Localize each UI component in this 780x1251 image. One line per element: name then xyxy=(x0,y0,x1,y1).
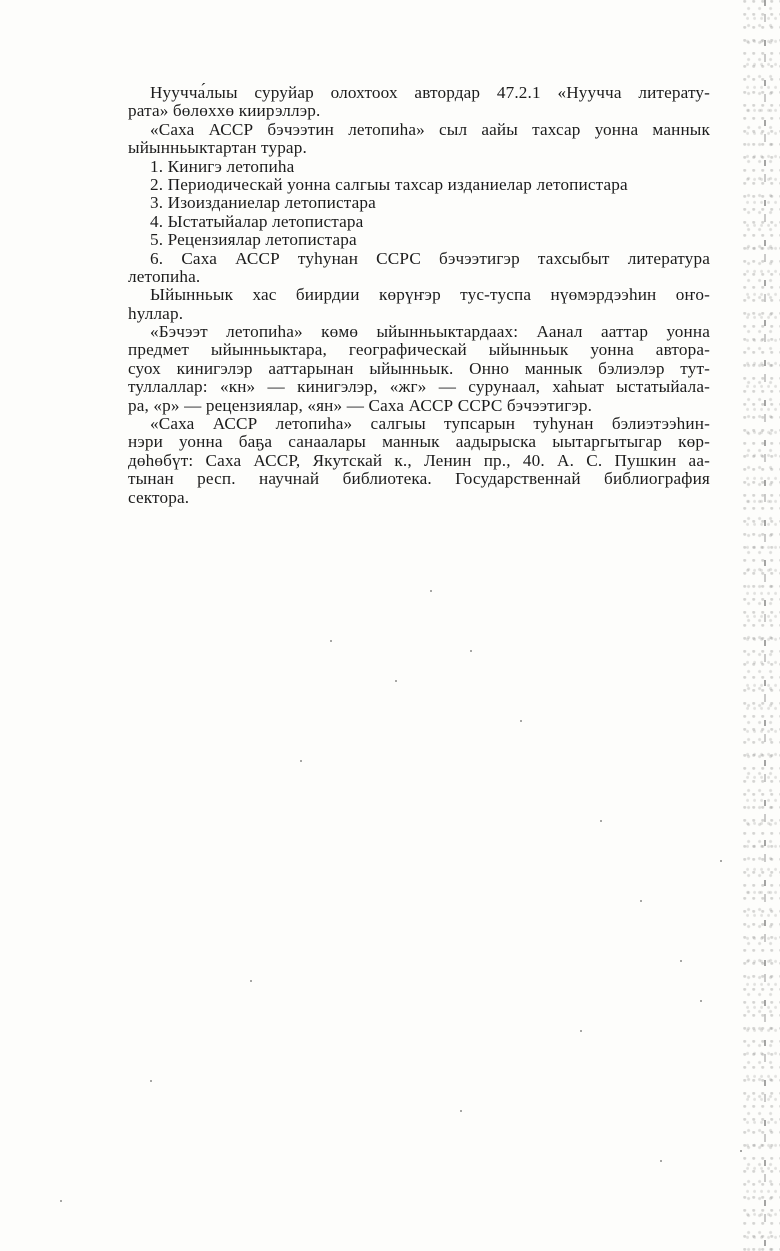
text-line: тынан респ. научнай библиотека. Государственнай библиография xyxy=(128,469,710,489)
text-line: рата» бөлөххө киирэллэр. xyxy=(128,101,321,121)
text-line: ыйынньыктартан турар. xyxy=(128,138,307,158)
text-line: 1. Кинигэ летопиһа xyxy=(150,156,295,176)
scan-speck xyxy=(700,1000,702,1002)
text-line: сектора. xyxy=(128,487,190,507)
text-line: 6. Саха АССР туһунан ССРС бэчээтигэр тахсыбыт литература xyxy=(150,248,710,268)
scan-speck xyxy=(520,720,522,722)
page-edge-shadow xyxy=(742,0,780,1251)
text-line: летопиһа. xyxy=(128,266,201,286)
scan-speck xyxy=(680,960,682,962)
scan-speck xyxy=(460,1110,462,1112)
text-line: суох кинигэлэр ааттарынан ыйынньык. Онно маннык бэлиэлэр тут- xyxy=(128,358,710,378)
text-line: Нуучча́лыы суруйар олохтоох автордар 47.2.1 «Нуучча литерату- xyxy=(150,83,710,102)
document-text xyxy=(128,84,710,507)
text-line: 3. Изоизданиелар летопистара xyxy=(150,193,376,213)
text-line: 2. Периодическай уонна салгыы тахсар изданиелар летопистара xyxy=(150,174,628,194)
scan-speck xyxy=(720,860,722,862)
scan-speck xyxy=(640,900,642,902)
text-line: Ыйынньык хас биирдии көрүҥэр тус-туспа нүөмэрдээһин оҥо- xyxy=(150,285,710,305)
text-line: «Саха АССР бэчээтин летопиһа» сыл аайы тахсар уонна маннык xyxy=(150,119,710,139)
scan-speck xyxy=(395,680,397,682)
text-line: һуллар. xyxy=(128,303,184,323)
text-line: «Бэчээт летопиһа» көмө ыйынньыктардаах: Аанал ааттар уонна xyxy=(150,322,710,342)
scan-speck xyxy=(580,1030,582,1032)
scan-speck xyxy=(150,1080,152,1082)
page-edge-line xyxy=(764,0,766,1251)
scan-speck xyxy=(60,1200,62,1202)
text-line: 5. Рецензиялар летопистара xyxy=(150,230,357,250)
scan-speck xyxy=(600,820,602,822)
text-line: нэри уонна баҕа санаалары маннык аадырыска ыытаргытыгар көр- xyxy=(128,432,710,452)
scan-speck xyxy=(300,760,302,762)
scan-speck xyxy=(740,1150,742,1152)
text-line: туллаллар: «кн» — кинигэлэр, «жг» — сурунаал, хаһыат ыстатыйала- xyxy=(128,377,710,397)
text-line: дөһөбүт: Саха АССР, Якутскай к., Ленин пр., 40. А. С. Пушкин аа- xyxy=(128,450,710,470)
scan-speck xyxy=(250,980,252,982)
text-line: «Саха АССР летопиһа» салгыы тупсарын туһунан бэлиэтээһин- xyxy=(150,414,710,434)
text-line: ра, «р» — рецензиялар, «ян» — Саха АССР ССРС бэчээтигэр. xyxy=(128,395,593,415)
scan-speck xyxy=(430,590,432,592)
text-line: предмет ыйынньыктара, географическай ыйынньык уонна автора- xyxy=(128,340,710,360)
text-line: 4. Ыстатыйалар летопистара xyxy=(150,211,364,231)
scan-speck xyxy=(330,640,332,642)
scan-speck xyxy=(660,1160,662,1162)
scan-speck xyxy=(470,650,472,652)
